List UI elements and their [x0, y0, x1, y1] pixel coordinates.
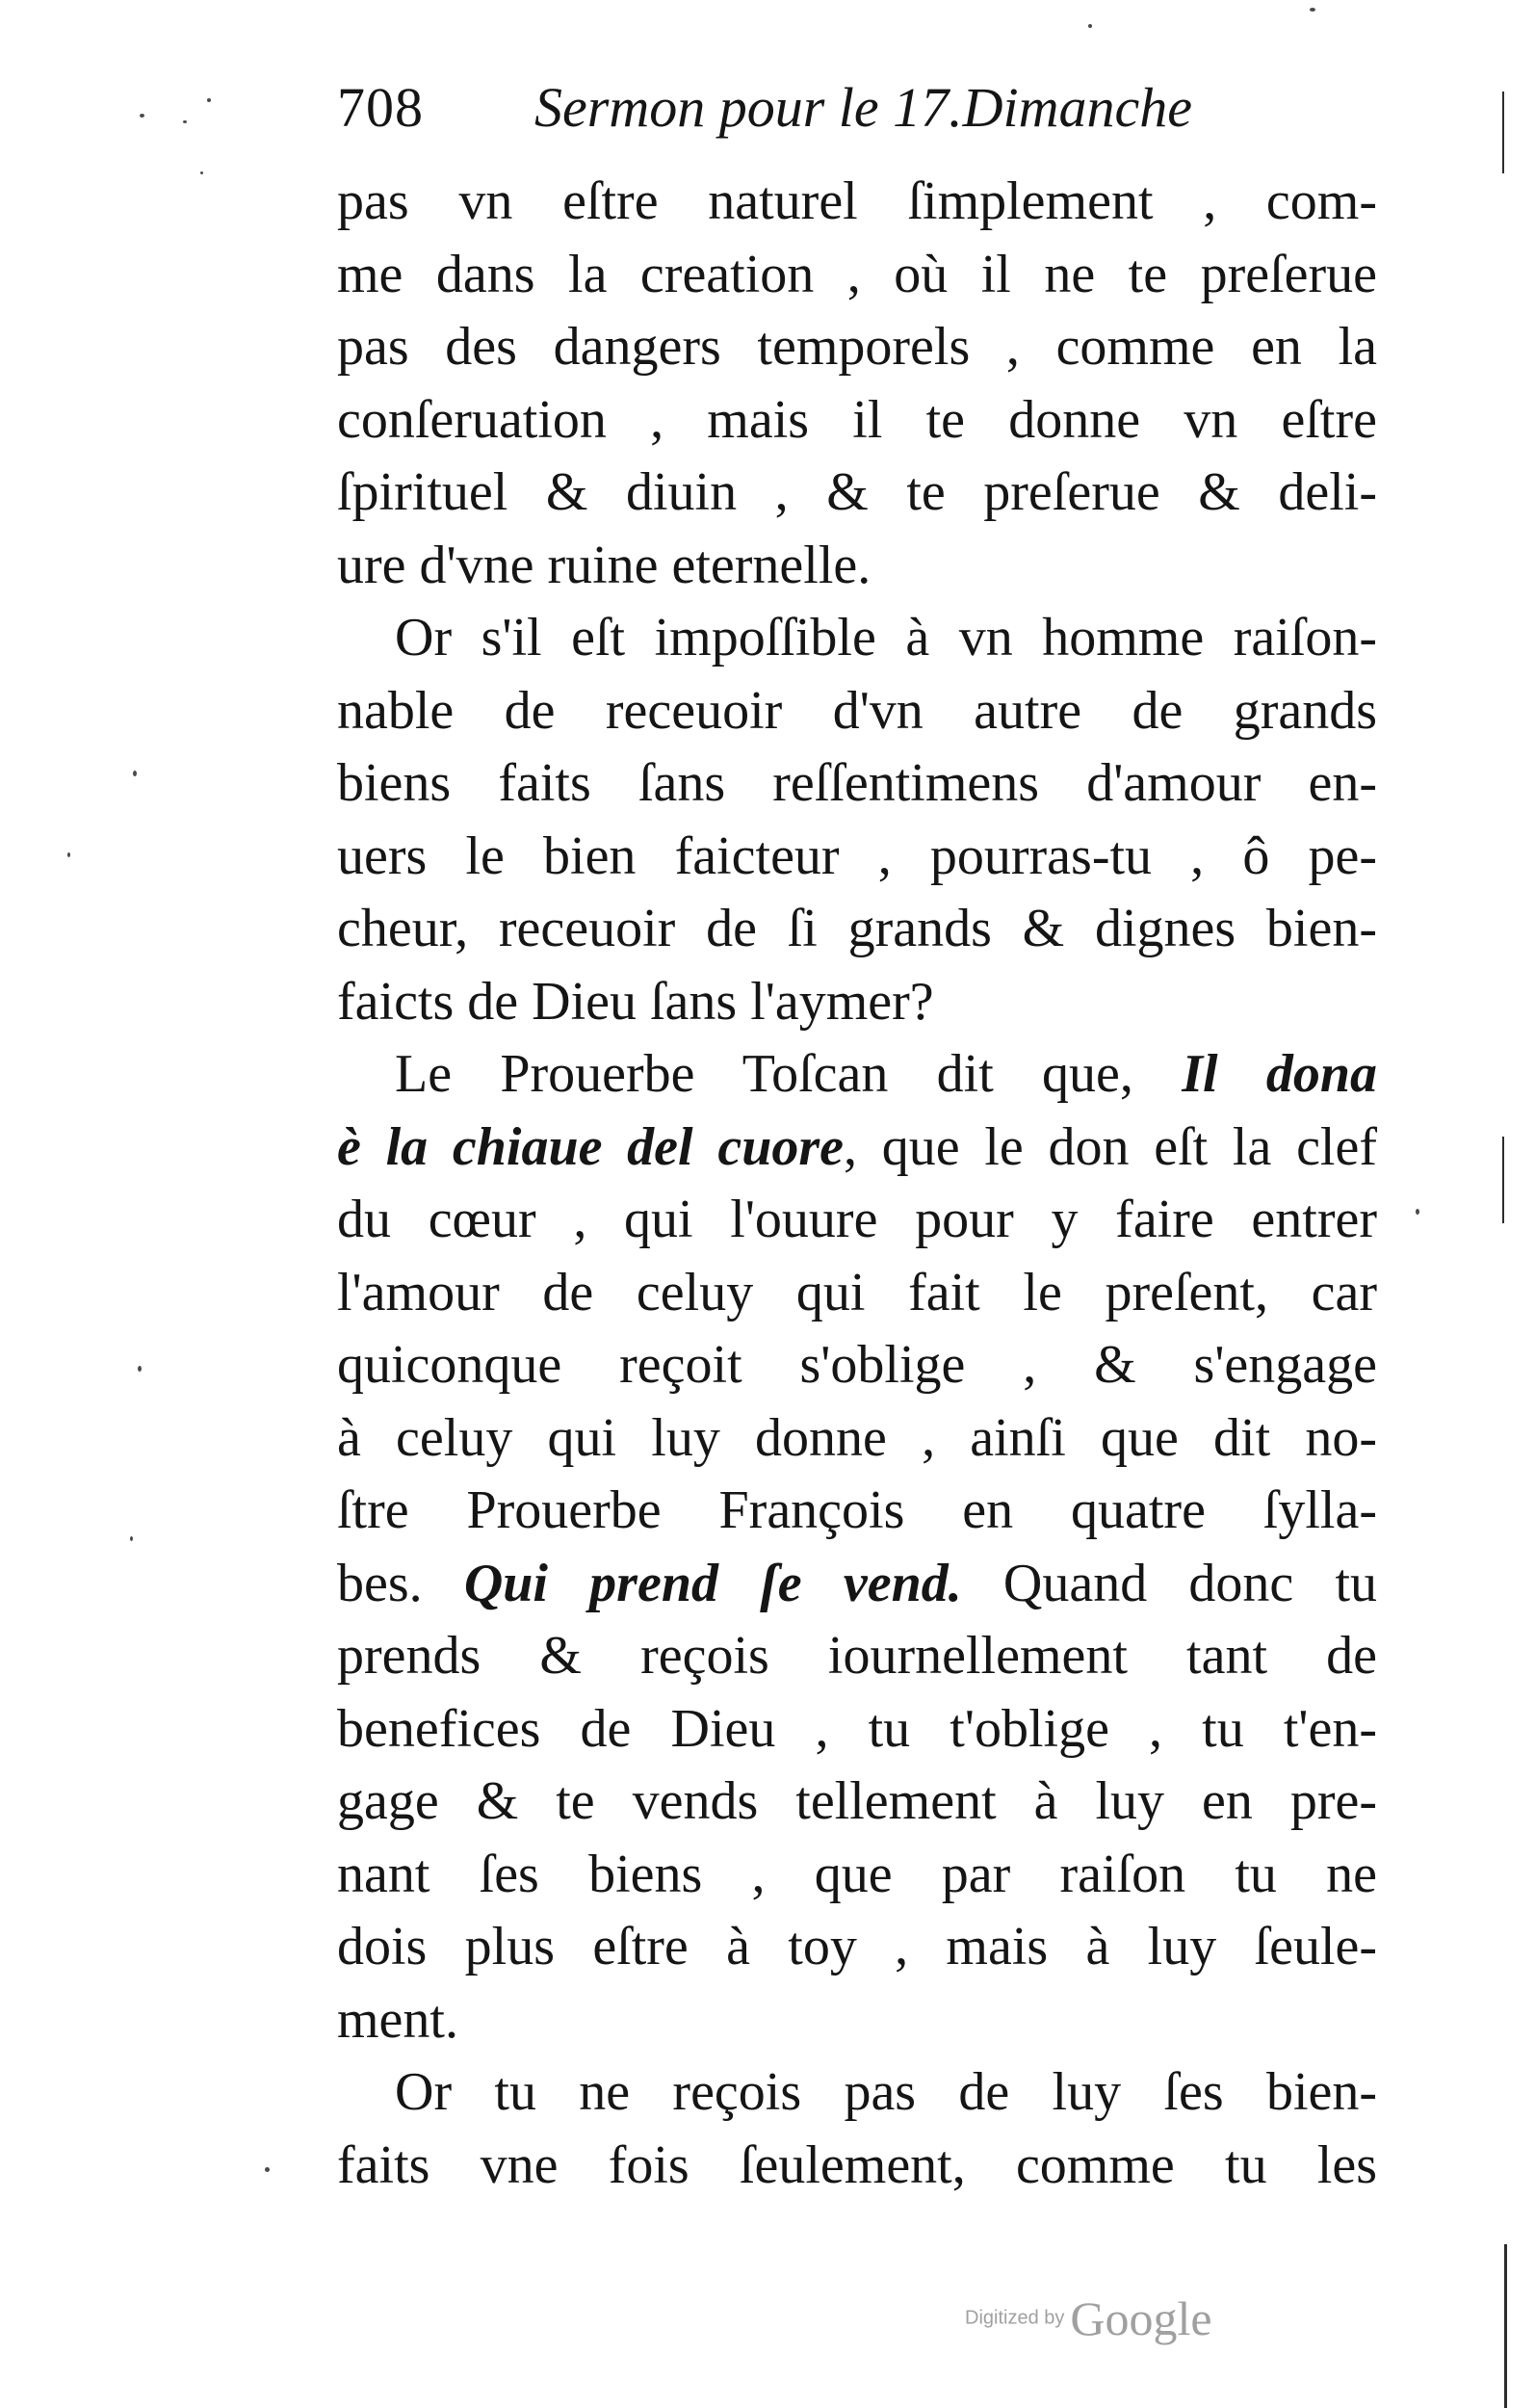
italic-quote: Il dona: [1182, 1044, 1377, 1104]
text-line: ure d'vne ruine eternelle.: [337, 535, 872, 595]
text-line: me dans la creation , où il ne te preſerue: [337, 244, 1377, 304]
text-line: du cœur , qui l'ouure pour y faire entrer: [337, 1190, 1377, 1249]
text-line: biens faits ſans reſſentimens d'amour en-: [337, 753, 1377, 813]
text-fragment: Quand donc tu: [961, 1553, 1377, 1613]
page-number: 708: [337, 76, 424, 139]
print-speck: [130, 1536, 133, 1541]
print-speck: [133, 771, 137, 776]
page-edge-line: [1504, 2244, 1507, 2408]
digitized-watermark: [965, 2290, 1212, 2348]
print-speck: [67, 852, 70, 857]
print-speck: [1310, 8, 1315, 12]
print-speck: [265, 2167, 270, 2172]
text-line: cheur, receuoir de ſi grands & dignes bien-: [337, 899, 1377, 958]
text-line: faits vne fois ſeulement, comme tu les: [337, 2134, 1377, 2195]
page-edge-line: [1502, 92, 1504, 173]
text-fragment: , que le don eſt la clef: [844, 1116, 1377, 1177]
italic-quote: è la chiaue del cuore: [337, 1116, 844, 1177]
text-line: [337, 1112, 1377, 1185]
running-head: Sermon pour le 17.Dimanche: [534, 76, 1193, 139]
print-speck: [1416, 1209, 1419, 1215]
text-line: à celuy qui luy donne , ainſi que dit no-: [337, 1407, 1377, 1468]
print-speck: [140, 114, 144, 118]
print-speck: [138, 1366, 142, 1372]
text-line: [337, 1548, 1377, 1621]
italic-proverb: Qui prend ſe vend.: [463, 1553, 962, 1613]
text-line: uers le bien faicteur , pourras-tu , ô pe-: [337, 825, 1377, 886]
text-line: conſeruation , mais il te donne vn eſtre: [337, 389, 1377, 450]
text-line: ſpirituel & diuin , & te preſerue & deli-: [337, 462, 1377, 522]
text-line: [337, 1038, 1377, 1112]
text-line: l'amour de celuy qui fait le preſent, car: [337, 1262, 1377, 1322]
text-line: pas vn eſtre naturel ſimplement , com-: [337, 171, 1377, 231]
page-edge-line: [1502, 1137, 1504, 1223]
text-line: faicts de Dieu ſans l'aymer?: [337, 971, 934, 1032]
text-line: nant ſes biens , que par raiſon tu ne: [337, 1844, 1377, 1904]
text-line: ment.: [337, 1989, 458, 2050]
text-line: Or s'il eſt impoſſible à vn homme raiſon-: [395, 608, 1377, 667]
google-wordmark: Google: [1070, 2291, 1212, 2345]
digitized-label: Digitized by: [965, 2307, 1065, 2329]
text-fragment: Le Prouerbe Toſcan dit que,: [395, 1044, 1183, 1104]
sermon-text: [337, 166, 1377, 2202]
text-line: gage & te vends tellement à luy en pre-: [337, 1771, 1377, 1831]
print-speck: [200, 171, 203, 174]
print-speck: [1088, 24, 1092, 28]
print-speck: [183, 120, 187, 123]
text-line: benefices de Dieu , tu t'oblige , tu t'en-: [337, 1698, 1377, 1759]
text-line: prends & reçois iournellement tant de: [337, 1626, 1377, 1686]
text-line: dois plus eſtre à toy , mais à luy ſeule-: [337, 1917, 1377, 1976]
text-line: quiconque reçoit s'oblige , & s'engage: [337, 1335, 1377, 1395]
page-header: [337, 75, 1377, 162]
text-line: nable de receuoir d'vn autre de grands: [337, 680, 1377, 741]
text-line: pas des dangers temporels , comme en la: [337, 317, 1377, 377]
text-line: Or tu ne reçois pas de luy ſes bien-: [395, 2062, 1377, 2122]
print-speck: [207, 98, 211, 102]
text-fragment: bes.: [337, 1553, 464, 1613]
text-line: ſtre Prouerbe François en quatre ſylla-: [337, 1480, 1377, 1540]
